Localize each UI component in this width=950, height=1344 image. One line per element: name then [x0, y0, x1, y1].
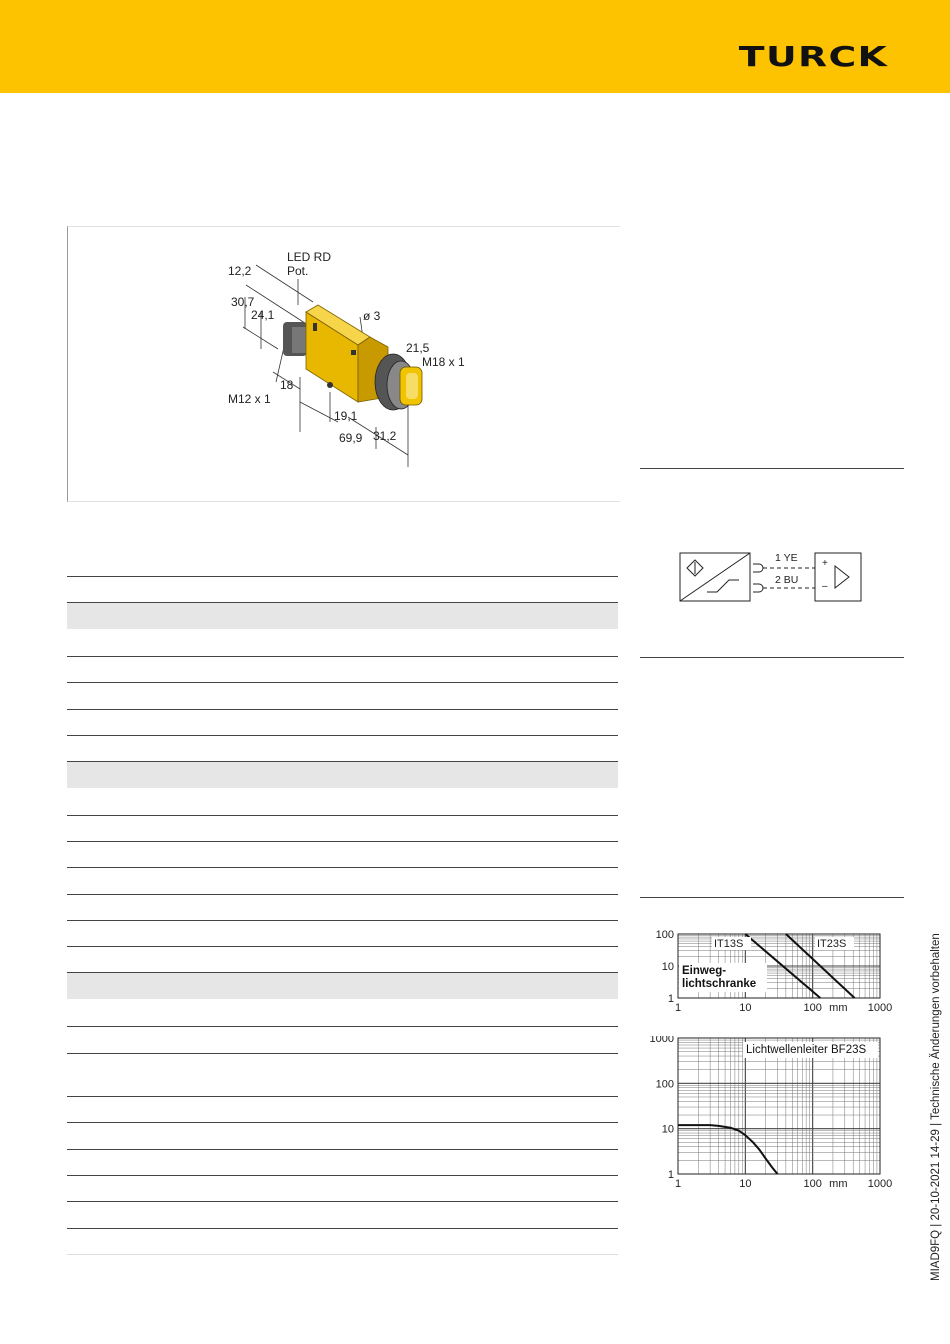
table-row: [67, 1228, 618, 1229]
x-unit-label: mm: [829, 1178, 848, 1190]
dim-24-1: 24,1: [251, 308, 275, 322]
table-row: [67, 841, 618, 842]
dim-69-9: 69,9: [339, 431, 363, 445]
table-row: [67, 894, 618, 895]
x-tick-label: 1000: [867, 1002, 893, 1014]
plot-frame: [678, 1038, 880, 1174]
table-row: [67, 946, 618, 947]
table-row: [67, 1096, 618, 1097]
chart-annotation: Lichtwellenleiter BF23S: [746, 1044, 867, 1056]
x-tick-label: 1: [674, 1002, 682, 1014]
table-row: [67, 1201, 618, 1202]
table-row: [67, 1053, 618, 1054]
series-label: IT23S: [817, 938, 847, 950]
dim-30-7: 30,7: [231, 295, 255, 309]
table-row: [67, 867, 618, 868]
table-row: [67, 1122, 618, 1123]
table-row: [67, 1026, 618, 1027]
y-tick-label: 1000: [649, 1036, 674, 1045]
table-row: [67, 735, 618, 736]
document-footer: MIAD9FQ | 20-10-2021 14-29 | Technische Änderungen vorbehalten: [930, 933, 942, 1281]
x-tick-label: 100: [803, 1002, 822, 1014]
header-bar: [0, 0, 950, 93]
thread-m12: M12 x 1: [228, 392, 271, 406]
dim-phi3: ø 3: [363, 309, 381, 323]
table-row: [67, 920, 618, 921]
dim-21-5: 21,5: [406, 341, 430, 355]
table-row: [67, 761, 618, 762]
table-row: [67, 602, 618, 603]
x-tick-label: 1: [674, 1178, 682, 1190]
table-row: [67, 709, 618, 710]
chart-svg: [640, 1036, 900, 1196]
plus-sign: +: [822, 558, 828, 569]
x-tick-label: 1000: [867, 1178, 893, 1190]
wiring-diagram: [677, 550, 867, 611]
y-tick-label: 1: [667, 1169, 674, 1181]
thread-m18: M18 x 1: [422, 355, 465, 369]
series-label: IT13S: [714, 938, 744, 950]
x-tick-label: 100: [803, 1178, 822, 1190]
section-divider: [640, 897, 904, 898]
dim-19-1: 19,1: [334, 409, 358, 423]
dim-18: 18: [280, 378, 294, 392]
series-line: [678, 1125, 778, 1174]
dimension-drawing: [67, 226, 620, 502]
wire-label-1: 1 YE: [775, 552, 798, 564]
section-divider: [640, 468, 904, 469]
turck-logo: TURCK: [738, 40, 889, 73]
table-row: [67, 576, 618, 577]
table-row: [67, 1149, 618, 1150]
label-pot: Pot.: [287, 264, 309, 278]
y-tick-label: 10: [661, 1123, 674, 1136]
x-unit-label: mm: [829, 1002, 848, 1014]
table-row: [67, 682, 618, 683]
x-tick-label: 10: [739, 1002, 752, 1014]
table-row: [67, 1254, 618, 1255]
sensor-drawing: [68, 227, 620, 501]
chart-svg: [640, 922, 900, 1052]
y-tick-label: 100: [655, 1078, 674, 1091]
table-row: [67, 815, 618, 816]
y-tick-label: 100: [655, 929, 674, 941]
table-row: [67, 972, 618, 973]
table-row: [67, 1175, 618, 1176]
y-tick-label: 1: [667, 993, 674, 1005]
chart-annotation: Einweg-lichtschranke: [682, 965, 757, 990]
minus-sign: –: [822, 581, 828, 592]
dim-31-2: 31,2: [373, 429, 397, 443]
range-chart-fiber: [640, 1036, 900, 1201]
table-row: [67, 656, 618, 657]
y-tick-label: 10: [661, 961, 674, 973]
section-divider: [640, 657, 904, 658]
table-section-header: [67, 762, 618, 788]
table-section-header: [67, 973, 618, 999]
wire-label-2: 2 BU: [775, 574, 799, 586]
x-tick-label: 10: [739, 1178, 752, 1190]
label-led: LED RD: [287, 250, 332, 264]
dim-12-2: 12,2: [228, 264, 252, 278]
table-section-header: [67, 603, 618, 629]
